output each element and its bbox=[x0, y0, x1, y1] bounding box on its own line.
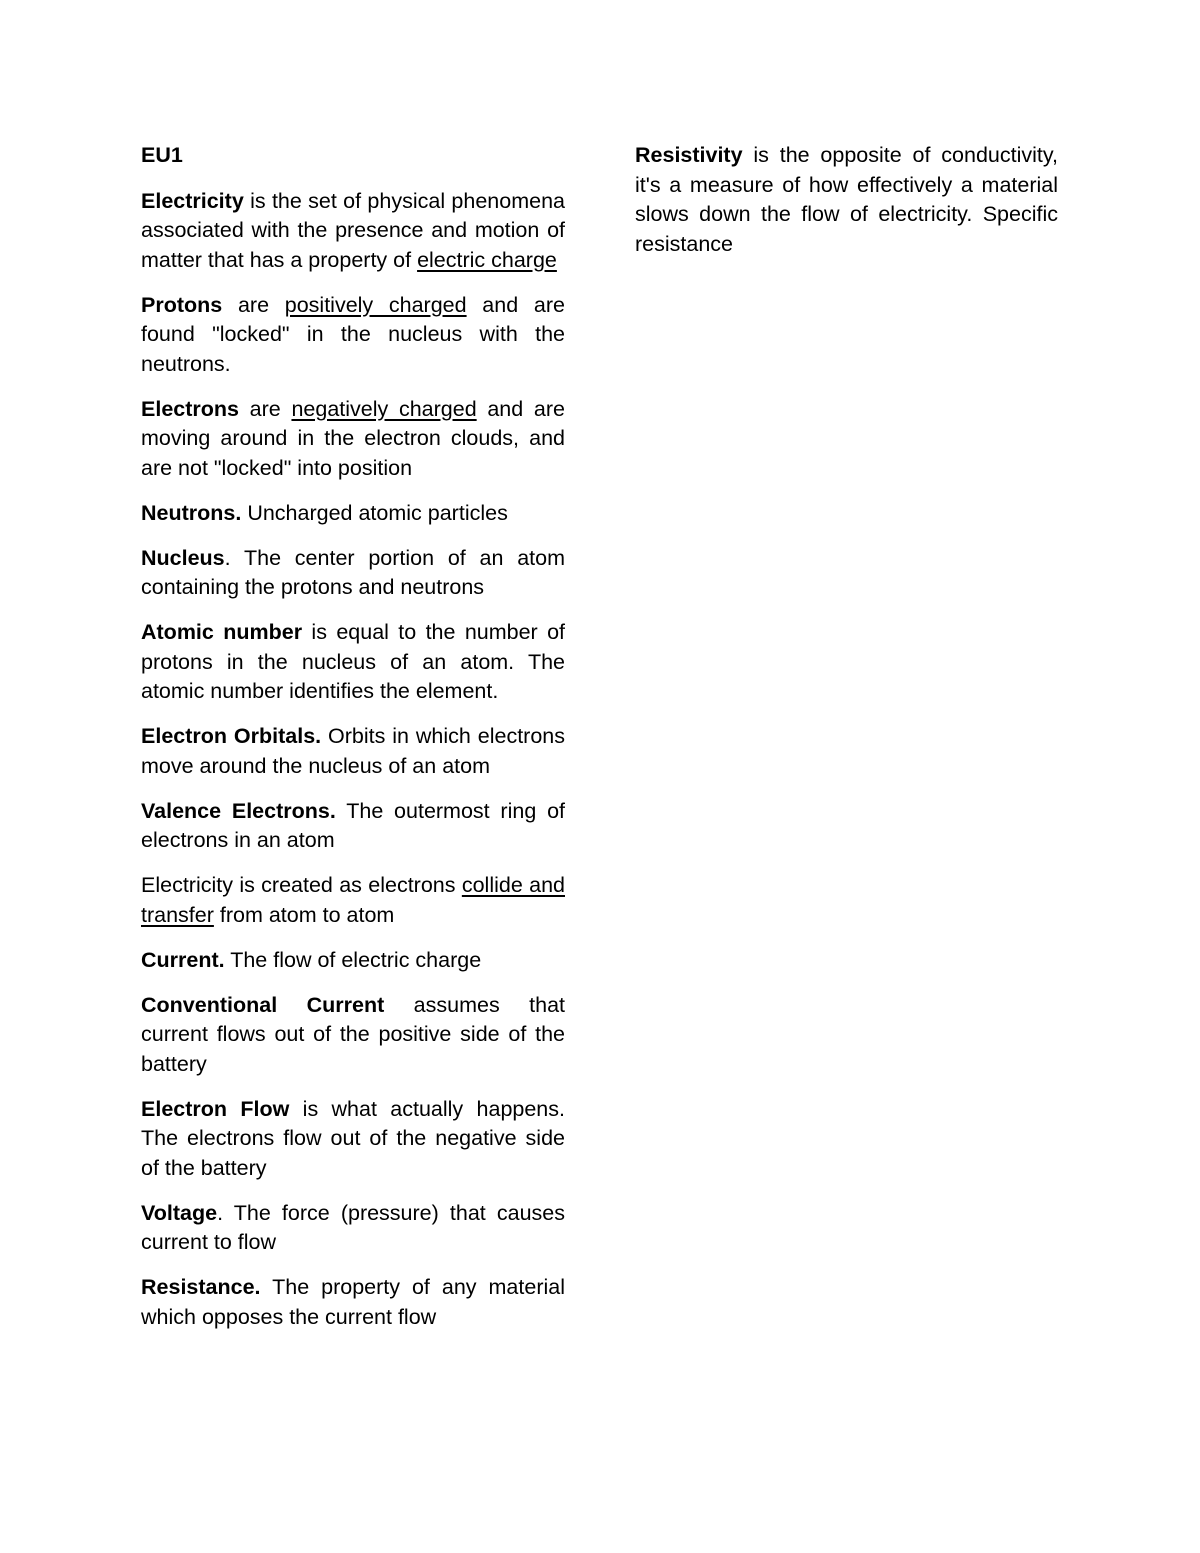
definition-electrons bbox=[141, 395, 565, 484]
definition-text: . The center portion of an atom containing the protons and neutrons bbox=[141, 545, 565, 599]
definition-nucleus bbox=[141, 544, 565, 603]
definition-text: and are found "locked" in the nucleus with the neutrons. bbox=[141, 292, 565, 376]
term-label: Nucleus bbox=[141, 545, 225, 570]
term-label: Electron Orbitals. bbox=[141, 724, 322, 748]
definition-resistivity bbox=[635, 141, 1058, 259]
definition-text: is the opposite of conductivity, it's a measure of how effectively a material slows down the flow of electricity. Specific resistance bbox=[635, 143, 1058, 256]
term-label: Electrons bbox=[141, 396, 239, 421]
definition-voltage bbox=[141, 1199, 565, 1258]
definition-text: is what actually happens. The electrons flow out of the negative side of the battery bbox=[141, 1096, 565, 1180]
underlined-text: electric charge bbox=[417, 247, 557, 272]
definition-text: assumes that current flows out of the positive side of the battery bbox=[141, 992, 565, 1076]
definition-text: The property of any material which opposes the current flow bbox=[141, 1275, 565, 1329]
term-label: Resistivity bbox=[635, 143, 743, 167]
underlined-text: collide and transfer bbox=[141, 873, 565, 927]
definition-text: The flow of electric charge bbox=[224, 947, 482, 972]
definition-text: and are moving around in the electron clouds, and are not "locked" into position bbox=[141, 396, 565, 480]
term-label: Neutrons. bbox=[141, 500, 242, 525]
definition-resistance bbox=[141, 1273, 565, 1332]
term-label: Resistance. bbox=[141, 1275, 261, 1299]
definition-text: . The force (pressure) that causes current to flow bbox=[141, 1200, 565, 1254]
term-label: Electricity bbox=[141, 188, 244, 213]
term-label: Conventional Current bbox=[141, 992, 385, 1017]
definition-neutrons bbox=[141, 499, 565, 529]
definition-atomic-number bbox=[141, 618, 565, 707]
term-label: Voltage bbox=[141, 1200, 218, 1225]
definition-protons bbox=[141, 291, 565, 380]
statement-text: from atom to atom bbox=[213, 902, 395, 927]
definition-electron-orbitals bbox=[141, 722, 565, 781]
underlined-text: negatively charged bbox=[291, 396, 477, 421]
term-label: Current. bbox=[141, 947, 225, 972]
definition-electricity bbox=[141, 187, 565, 276]
definition-text: Uncharged atomic particles bbox=[241, 500, 508, 525]
definition-text: is equal to the number of protons in the nucleus of an atom. The atomic number identifies the element. bbox=[141, 620, 566, 703]
left-column bbox=[141, 141, 565, 1348]
definition-text: is the set of physical phenomena associated with the presence and motion of matter that has a property of bbox=[141, 188, 565, 272]
document-heading: EU1 bbox=[141, 143, 183, 167]
statement-text: Electricity is created as electrons bbox=[141, 873, 462, 897]
definition-text: are bbox=[238, 396, 292, 421]
definition-electron-flow bbox=[141, 1095, 565, 1184]
underlined-text: positively charged bbox=[284, 292, 467, 317]
definition-current bbox=[141, 946, 565, 976]
definition-text: are bbox=[222, 292, 285, 317]
term-label: Protons bbox=[141, 292, 223, 317]
definition-conventional-current bbox=[141, 991, 565, 1080]
statement-electricity-created bbox=[141, 871, 565, 930]
definition-valence-electrons bbox=[141, 797, 565, 856]
definition-text: The outermost ring of electrons in an atom bbox=[141, 798, 565, 852]
term-label: Atomic number bbox=[141, 620, 303, 644]
term-label: Valence Electrons. bbox=[141, 798, 336, 823]
definition-text: Orbits in which electrons move around the nucleus of an atom bbox=[141, 724, 565, 778]
right-column bbox=[635, 141, 1058, 275]
term-label: Electron Flow bbox=[141, 1096, 290, 1121]
